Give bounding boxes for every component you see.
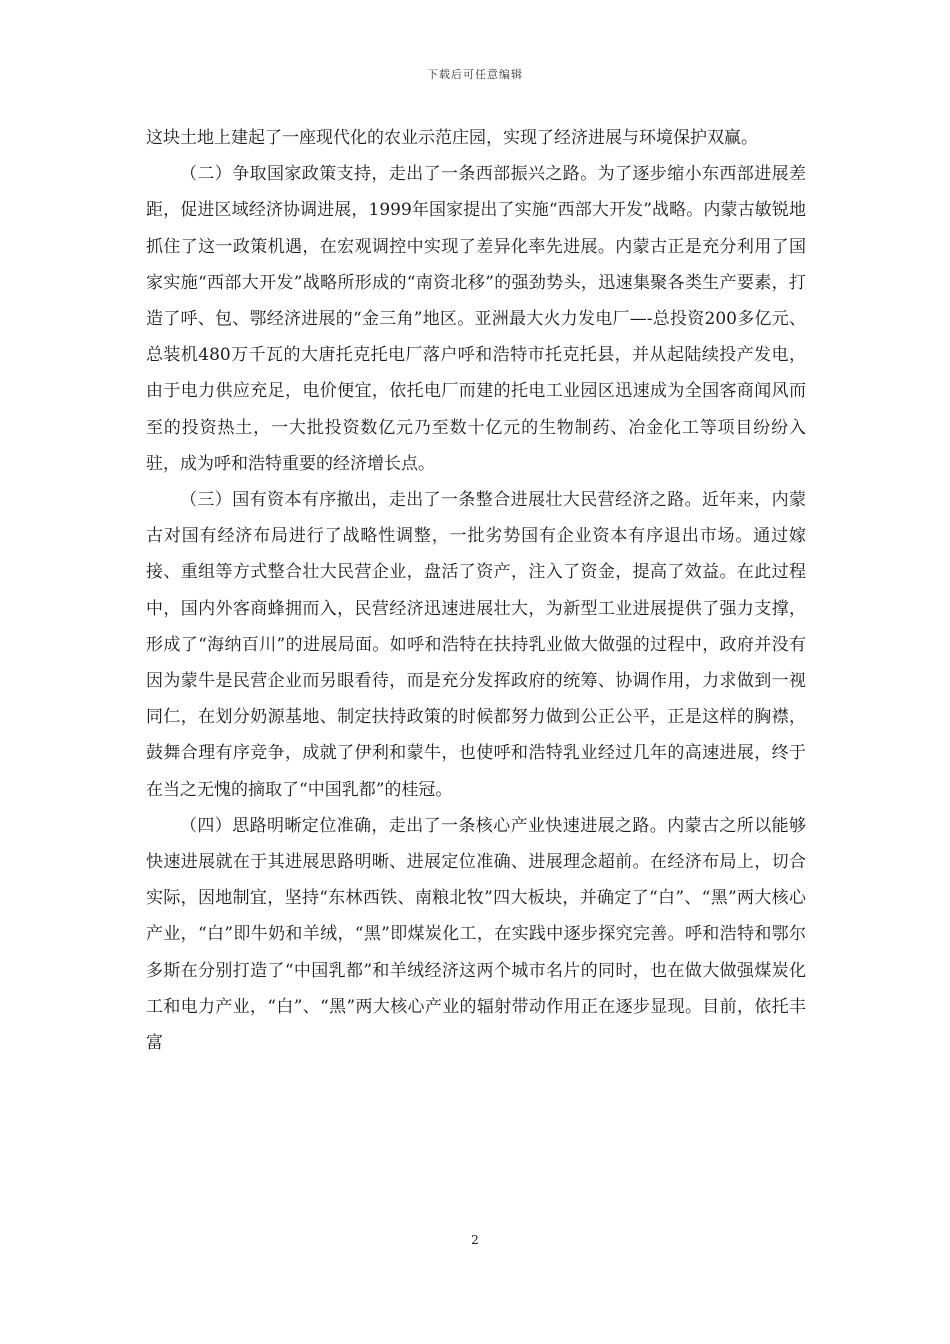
page-number: 2 <box>471 1233 479 1247</box>
paragraph-continuation: 这块土地上建起了一座现代化的农业示范庄园，实现了经济进展与环境保护双赢。 <box>146 128 758 148</box>
paragraph-section-3: （三）国有资本有序撤出，走出了一条整合进展壮大民营经济之路。近年来，内蒙古对国有经济布局进行了战略性调整，一批劣势国有企业资本有序退出市场。通过嫁接、重组等方式整合壮大民营企业，盘活了资产，注入了资金，提高了效益。在此过程中，国内外客商蜂拥而入，民营经济迅速进展壮大，为新型工业进展提供了强力支撑，形成了“海纳百川”的进展局面。如呼和浩特在扶持乳业做大做强的过程中，政府并没有因为蒙牛是民营企业而另眼看待，而是充分发挥政府的统筹、协调作用，力求做到一视同仁，在划分奶源基地、制定扶持政策的时候都努力做到公正公平，正是这样的胸襟，鼓舞合理有序竞争，成就了伊利和蒙牛，也使呼和浩特乳业经过几年的高速进展，终于在当之无愧的摘取了“中国乳都”的桂冠。 <box>146 490 806 800</box>
paragraph-section-2: （二）争取国家政策支持，走出了一条西部振兴之路。为了逐步缩小东西部进展差距，促进区域经济协调进展，1999年国家提出了实施“西部大开发”战略。内蒙古敏锐地抓住了这一政策机遇，在宏观调控中实现了差异化率先进展。内蒙古正是充分利用了国家实施“西部大开发”战略所形成的“南资北移”的强劲势头，迅速集聚各类生产要素，打造了呼、包、鄂经济进展的“金三角”地区。亚洲最大火力发电厂—-总投资200多亿元、总装机480万千瓦的大唐托克托电厂落户呼和浩特市托克托县，并从起陆续投产发电，由于电力供应充足，电价便宜，依托电厂而建的托电工业园区迅速成为全国客商闻风而至的投资热土，一大批投资数亿元乃至数十亿元的生物制药、冶金化工等项目纷纷入驻，成为呼和浩特重要的经济增长点。 <box>146 164 806 474</box>
document-body <box>146 120 806 1061</box>
paragraph-section-4: （四）思路明晰定位准确，走出了一条核心产业快速进展之路。内蒙古之所以能够快速进展就在于其进展思路明晰、进展定位准确、进展理念超前。在经济布局上，切合实际，因地制宜，坚持“东林西铁、南粮北牧”四大板块，并确定了“白”、“黑”两大核心产业，“白”即牛奶和羊绒，“黑”即煤炭化工，在实践中逐步探究完善。呼和浩特和鄂尔多斯在分别打造了“中国乳都”和羊绒经济这两个城市名片的同时，也在做大做强煤炭化工和电力产业，“白”、“黑”两大核心产业的辐射带动作用正在逐步显现。目前，依托丰富 <box>146 815 806 1054</box>
page-header-note: 下载后可任意编辑 <box>427 68 523 81</box>
